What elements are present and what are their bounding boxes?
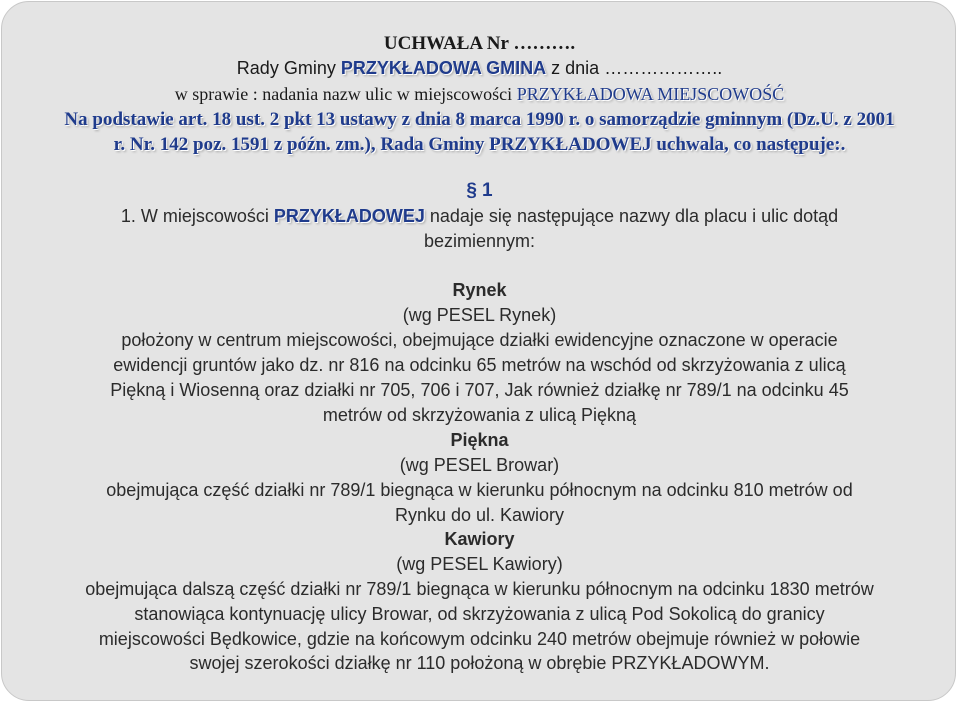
rynek-desc-text-2: ewidencji gruntów jako dz. nr 816 na odcinku 65 metrów na wschód od skrzyżowania z ulicą xyxy=(113,355,846,375)
resolution-number: UCHWAŁA Nr ………. xyxy=(383,33,576,54)
rynek-desc-line-2 xyxy=(0,355,959,376)
kawiory-desc-line-3 xyxy=(0,629,959,650)
council-line xyxy=(0,58,959,80)
commune-name: PRZYKŁADOWA GMINA xyxy=(340,58,547,78)
rynek-desc-text-4: metrów od skrzyżowania z ulicą Piękną xyxy=(322,405,637,425)
paragraph-1-line-1 xyxy=(0,206,959,227)
kawiory-pesel-text: (wg PESEL Kawiory) xyxy=(396,554,563,574)
legal-basis-line-1 xyxy=(0,109,959,131)
piekna-title: Piękna xyxy=(450,430,509,450)
kawiory-pesel xyxy=(0,554,959,575)
paragraph-1-line-2 xyxy=(0,231,959,252)
date-label: z dnia ……………….. xyxy=(546,58,723,78)
paragraph-1-end: bezimiennym: xyxy=(423,231,536,251)
legal-basis-text-2: r. Nr. 142 poz. 1591 z późn. zm.), Rada Gminy PRZYKŁADOWEJ uchwala, co następuje:. xyxy=(113,134,846,155)
subject-text: w sprawie : nadania nazw ulic w miejscowości xyxy=(174,84,517,104)
kawiory-desc-line-4 xyxy=(0,653,959,674)
piekna-heading xyxy=(0,430,959,451)
rynek-desc-line-4 xyxy=(0,405,959,426)
kawiory-desc-text-1: obejmująca dalszą część działki nr 789/1 biegnąca w kierunku północnym na odcinku 1830 metrów xyxy=(85,579,874,599)
kawiory-desc-line-2 xyxy=(0,604,959,625)
rynek-desc-text-3: Piękną i Wiosenną oraz działki nr 705, 706 i 707, Jak również działkę nr 789/1 na odcinku 45 xyxy=(110,380,849,400)
paragraph-1-rest: nadaje się następujące nazwy dla placu i ulic dotąd xyxy=(424,206,839,226)
kawiory-title: Kawiory xyxy=(444,529,515,549)
piekna-desc-text-2: Rynku do ul. Kawiory xyxy=(394,505,565,525)
locality-name: PRZYKŁADOWA MIEJSCOWOŚĆ xyxy=(516,84,785,104)
kawiory-desc-line-1 xyxy=(0,579,959,600)
piekna-pesel xyxy=(0,455,959,476)
piekna-desc-line-2 xyxy=(0,505,959,526)
legal-basis-line-2 xyxy=(0,134,959,156)
kawiory-desc-text-2: stanowiąca kontynuację ulicy Browar, od skrzyżowania z ulicą Pod Sokolicą do granicy xyxy=(134,604,825,624)
rynek-desc-text-1: położony w centrum miejscowości, obejmujące działki ewidencyjne oznaczone w operacie xyxy=(121,330,838,350)
rynek-desc-line-3 xyxy=(0,380,959,401)
council-label: Rady Gminy xyxy=(236,58,341,78)
section-symbol: § xyxy=(466,180,477,201)
paragraph-1-intro: 1. W miejscowości xyxy=(120,206,274,226)
kawiory-desc-text-4: swojej szerokości działkę nr 110 położoną w obrębie PRZYKŁADOWYM. xyxy=(189,653,770,673)
rynek-title: Rynek xyxy=(452,280,507,300)
rynek-heading xyxy=(0,280,959,301)
subject-line xyxy=(0,84,959,105)
rynek-desc-line-1 xyxy=(0,330,959,351)
legal-basis-text-1: Na podstawie art. 18 ust. 2 pkt 13 ustawy z dnia 8 marca 1990 r. o samorządzie gminnym (Dz.U. z 2001 xyxy=(64,109,895,130)
section-heading xyxy=(0,180,959,202)
paragraph-1-locality: PRZYKŁADOWEJ xyxy=(273,206,425,226)
section-number: 1 xyxy=(482,180,493,201)
piekna-desc-text-1: obejmująca część działki nr 789/1 biegnąca w kierunku północnym na odcinku 810 metrów od xyxy=(106,480,853,500)
piekna-desc-line-1 xyxy=(0,480,959,501)
rynek-pesel xyxy=(0,305,959,326)
piekna-pesel-text: (wg PESEL Browar) xyxy=(399,455,560,475)
kawiory-desc-text-3: miejscowości Będkowice, gdzie na końcowym odcinku 240 metrów obejmuje również w połowie xyxy=(98,629,861,649)
resolution-title xyxy=(0,33,959,55)
rynek-pesel-text: (wg PESEL Rynek) xyxy=(402,305,557,325)
kawiory-heading xyxy=(0,529,959,550)
